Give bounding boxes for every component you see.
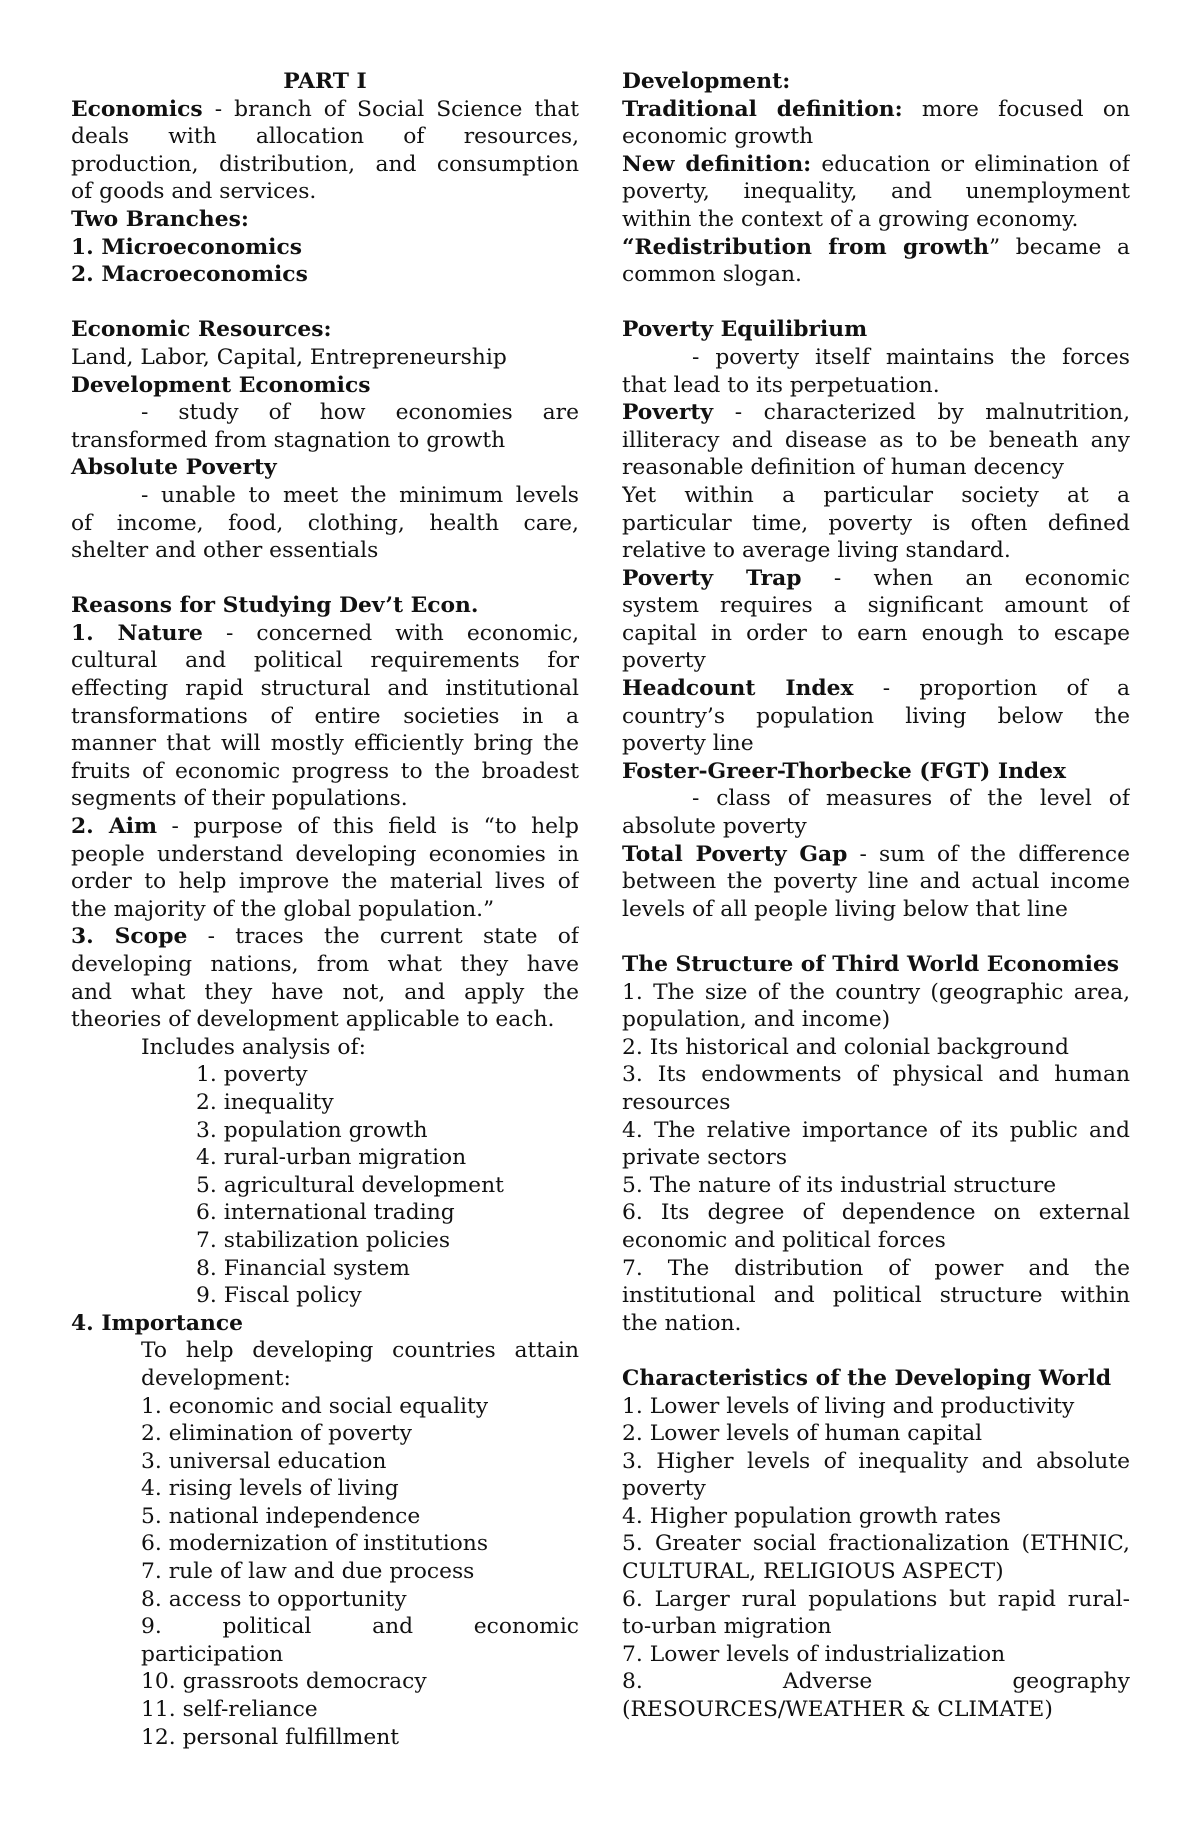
text-line: particular time, poverty is often defined <box>622 510 1130 536</box>
development-heading: Development: <box>622 69 791 94</box>
text-line: cultural and political requirements for <box>71 648 579 674</box>
text-line: developing nations, from what they have <box>71 952 579 977</box>
aim-entry: 2. Aim - purpose of this field is “to help <box>71 814 579 840</box>
economics-term: Economics <box>71 96 203 122</box>
list-item: 9. political and economic <box>141 1614 579 1640</box>
list-item: 3. Higher levels of inequality and absolute <box>622 1448 1130 1474</box>
list-item: private sectors <box>622 1145 788 1171</box>
list-item: the nation. <box>622 1310 742 1336</box>
list-item: participation <box>141 1641 284 1667</box>
reasons-heading: Reasons for Studying Dev’t Econ. <box>71 593 479 619</box>
list-item: 8. Financial system <box>196 1255 410 1281</box>
text-line: and what they have not, and apply the <box>71 979 579 1005</box>
text-line: levels of all people living below that line <box>622 896 1068 922</box>
scope-includes: Includes analysis of: <box>141 1034 366 1060</box>
text-line: - unable to meet the minimum levels <box>141 482 579 508</box>
text-line: theories of development applicable to each. <box>71 1007 555 1033</box>
importance-list <box>71 1393 579 1614</box>
list-item: 6. Its degree of dependence on external <box>622 1200 1130 1226</box>
characteristics-list <box>622 1393 1130 1724</box>
list-item: 2. Its historical and colonial background <box>622 1034 1069 1060</box>
list-item: 7. Lower levels of industrialization <box>622 1641 1006 1667</box>
text-line: poverty line <box>622 731 754 757</box>
list-item: 3. universal education <box>141 1448 387 1474</box>
list-item: 7. stabilization policies <box>196 1227 451 1253</box>
list-item: 2. inequality <box>196 1089 334 1115</box>
nature-label: 1. Nature <box>71 620 203 646</box>
list-item: 4. rising levels of living <box>141 1476 399 1502</box>
text-line: effecting rapid structural and institutional <box>71 676 579 702</box>
headcount-entry: Headcount Index - proportion of a <box>622 676 1130 702</box>
text-line: transformed from stagnation to growth <box>71 427 506 453</box>
list-item: 1. The size of the country (geographic area, <box>622 979 1130 1005</box>
dev-econ-heading: Development Economics <box>71 372 371 398</box>
list-item: 7. rule of law and due process <box>141 1559 475 1585</box>
importance-label: 4. Importance <box>71 1310 244 1336</box>
text-line: poverty <box>622 648 706 674</box>
text-line: country’s population living below the <box>622 703 1130 729</box>
list-item: institutional and political structure within <box>622 1283 1130 1309</box>
list-item: 6. Larger rural populations but rapid rural- <box>622 1586 1130 1612</box>
scope-label: 3. Scope <box>71 924 188 950</box>
list-item: 5. The nature of its industrial structure <box>622 1172 1057 1198</box>
text-line: the majority of the global population.” <box>71 896 495 922</box>
structure-list <box>622 979 1130 1338</box>
text-line: reasonable definition of human decency <box>622 455 1064 481</box>
two-branches-heading: Two Branches: <box>71 206 249 232</box>
new-definition: New definition: education or elimination of <box>622 151 1130 177</box>
list-item: population, and income) <box>622 1007 891 1033</box>
poverty-entry: Poverty - characterized by malnutrition, <box>622 400 1130 426</box>
text-line: that lead to its perpetuation. <box>622 372 940 398</box>
slogan-line: “Redistribution from growth” became a <box>622 234 1130 260</box>
text-line: Yet within a particular society at a <box>622 482 1130 508</box>
absolute-poverty-heading: Absolute Poverty <box>71 455 277 481</box>
traditional-definition: Traditional definition: more focused on <box>622 96 1130 122</box>
nature-entry: 1. Nature - concerned with economic, <box>71 620 579 646</box>
list-item: 4. The relative importance of its public and <box>622 1117 1130 1143</box>
text-line: between the poverty line and actual income <box>622 869 1130 895</box>
list-item: 6. international trading <box>196 1200 455 1226</box>
list-item: 3. population growth <box>196 1117 428 1143</box>
text-line: system requires a significant amount of <box>622 593 1130 619</box>
list-item: 11. self-reliance <box>141 1697 318 1723</box>
aim-label: 2. Aim <box>71 814 158 840</box>
text-line: - poverty itself maintains the forces <box>692 344 1130 370</box>
poverty-trap-entry: Poverty Trap - when an economic <box>622 565 1130 591</box>
list-item: 4. rural-urban migration <box>196 1145 467 1171</box>
list-item: 1. poverty <box>196 1062 308 1088</box>
scope-analysis-list <box>71 1061 579 1309</box>
list-item: 2. Lower levels of human capital <box>622 1421 983 1447</box>
poverty-equilibrium-heading: Poverty Equilibrium <box>622 317 868 343</box>
left-column <box>71 68 579 1751</box>
text-line: economic growth <box>622 124 814 150</box>
text-line: people understand developing economies in <box>71 841 579 867</box>
list-item: to-urban migration <box>622 1614 832 1640</box>
part-title: PART I <box>283 69 367 94</box>
text-line: capital in order to earn enough to escape <box>622 620 1130 646</box>
poverty-gap-entry: Total Poverty Gap - sum of the difference <box>622 841 1130 867</box>
list-item: 5. national independence <box>141 1503 421 1529</box>
text-line: within the context of a growing economy. <box>622 206 1079 232</box>
list-item: resources <box>622 1089 731 1115</box>
list-item: 3. Its endowments of physical and human <box>622 1062 1130 1088</box>
list-item: 1. economic and social equality <box>141 1393 489 1419</box>
resources-heading: Economic Resources: <box>71 317 332 343</box>
list-item: CULTURAL, RELIGIOUS ASPECT) <box>622 1559 1004 1585</box>
list-item: economic and political forces <box>622 1227 946 1253</box>
fgt-heading: Foster-Greer-Thorbecke (FGT) Index <box>622 758 1067 784</box>
text-line: of income, food, clothing, health care, <box>71 510 579 536</box>
list-item: 1. Lower levels of living and productivity <box>622 1393 1075 1419</box>
text-line: absolute poverty <box>622 814 807 840</box>
text-line: common slogan. <box>622 262 802 288</box>
text-line: manner that will mostly efficiently bring the <box>71 731 579 757</box>
economics-definition: Economics - branch of Social Science that <box>71 96 579 122</box>
list-item: 9. Fiscal policy <box>196 1283 362 1309</box>
list-item: 7. The distribution of power and the <box>622 1255 1130 1281</box>
list-item: 5. Greater social fractionalization (ETHNIC, <box>622 1531 1130 1557</box>
text-line: shelter and other essentials <box>71 538 379 564</box>
text-line: To help developing countries attain <box>141 1338 579 1364</box>
list-item: 12. personal fulfillment <box>141 1724 400 1750</box>
text-line: relative to average living standard. <box>622 538 1011 564</box>
importance-list <box>71 1668 579 1751</box>
list-item: poverty <box>622 1476 706 1502</box>
text-line: illiteracy and disease as to be beneath any <box>622 427 1130 453</box>
right-column <box>622 68 1130 1724</box>
list-item: 6. modernization of institutions <box>141 1531 489 1557</box>
list-item: 8. Adverse geography <box>622 1669 1130 1695</box>
list-item: 10. grassroots democracy <box>141 1669 427 1695</box>
text-line: order to help improve the material lives of <box>71 869 579 895</box>
list-item: (RESOURCES/WEATHER & CLIMATE) <box>622 1697 1053 1723</box>
text-line: of goods and services. <box>71 179 317 205</box>
text-line: fruits of economic progress to the broadest <box>71 758 579 784</box>
branch-item: 1. Microeconomics <box>71 234 302 260</box>
text-line: deals with allocation of resources, <box>71 124 579 150</box>
characteristics-heading: Characteristics of the Developing World <box>622 1365 1112 1391</box>
text-line: - class of measures of the level of <box>692 786 1130 812</box>
list-item: 4. Higher population growth rates <box>622 1503 1001 1529</box>
branch-item: 2. Macroeconomics <box>71 262 308 288</box>
text-line: transformations of entire societies in a <box>71 703 579 729</box>
list-item: 5. agricultural development <box>196 1172 504 1198</box>
scope-entry: 3. Scope - traces the current state of <box>71 924 579 950</box>
list-item: 2. elimination of poverty <box>141 1421 412 1447</box>
list-item: 8. access to opportunity <box>141 1586 407 1612</box>
text-line: segments of their populations. <box>71 786 408 812</box>
text-line: - study of how economies are <box>141 400 579 426</box>
text-line: development: <box>141 1365 291 1391</box>
resources-list: Land, Labor, Capital, Entrepreneurship <box>71 344 507 370</box>
structure-heading: The Structure of Third World Economies <box>622 952 1120 977</box>
text-line: production, distribution, and consumption <box>71 151 579 177</box>
text-line: poverty, inequality, and unemployment <box>622 179 1130 205</box>
